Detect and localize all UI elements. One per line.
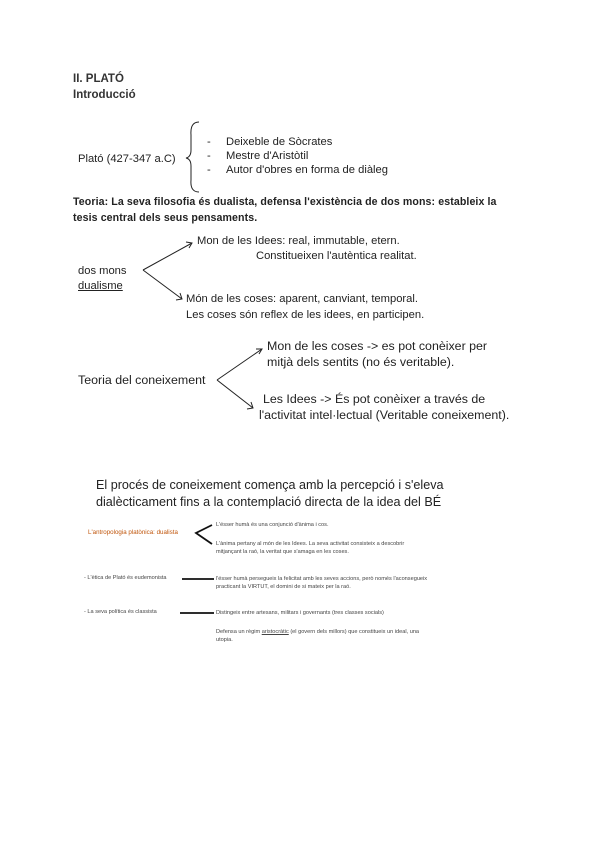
antropologia-item-1: L'ésser humà és una conjunció d'ànima i cos. [216, 522, 329, 528]
subtitle: Introducció [73, 89, 136, 101]
politica-label: - La seva política és classista [84, 609, 157, 615]
etica-label: - L'ètica de Plató és eudemonista [84, 575, 167, 581]
coneixement-label: Teoria del coneixement [78, 373, 206, 387]
antropologia-arrow [196, 525, 212, 544]
coses-line-1: Món de les coses: aparent, canviant, temporal. [186, 293, 418, 305]
ideas-line-1: Mon de les Idees: real, immutable, etern. [197, 235, 400, 247]
plato-item-2: Mestre d'Aristòtil [226, 150, 309, 162]
plato-bullet-2: - [207, 150, 211, 162]
politica-line-3: utopia. [216, 637, 233, 643]
coneixement-coses-line-2: mitjà dels sentits (no és veritable). [267, 355, 455, 369]
dos-mons-arrow-down [143, 270, 182, 299]
proces-line-1: El procés de coneixement comença amb la percepció i s'eleva [96, 478, 444, 492]
coneixement-idees-line-1: Les Idees -> És pot conèixer a través de [263, 392, 486, 406]
etica-line-1: l'ésser humà persegueix la felicitat amb les seves accions, però només l'aconsegueix [216, 576, 428, 582]
plato-item-3: Autor d'obres en forma de diàleg [226, 164, 388, 176]
politica-line-2-post: (el govern dels millors) que constitueix un ideal, una [288, 629, 420, 635]
plato-bullet-3: - [207, 164, 211, 176]
politica-line-2 [216, 628, 419, 636]
plato-brace [186, 122, 199, 192]
section-title: II. PLATÓ [73, 73, 124, 85]
politica-line-1: Distingeix entre artesans, militars i governants (tres classes socials) [216, 610, 384, 616]
dos-mons-label: dos mons [78, 265, 127, 277]
coneixement-idees-line-2: l'activitat intel·lectual (Veritable coneixement). [259, 408, 510, 422]
politica-keyword: aristocràtic [261, 629, 289, 635]
dualisme-label: dualisme [78, 280, 123, 292]
antropologia-item-2-line-1: L'ànima pertany al món de les Idees. La seva activitat consisteix a descobrir [216, 541, 405, 547]
politica-line-2-pre: Defensa un règim [216, 629, 262, 635]
teoria-line-1: Teoria: La seva filosofia és dualista, defensa l'existència de dos mons: estableix la [73, 196, 497, 208]
coneixement-arrow-up [217, 349, 262, 380]
etica-line-2: practicant la VIRTUT, el domini de si mateix per la raó. [216, 584, 351, 590]
plato-bullet-1: - [207, 136, 211, 148]
antropologia-label: L'antropologia platònica: dualista [88, 529, 178, 536]
antropologia-item-2-line-2: mitjançant la raó, la veritat que s'amaga en les coses. [216, 549, 349, 555]
ideas-line-2: Constitueixen l'autèntica realitat. [256, 250, 417, 262]
coneixement-coses-line-1: Mon de les coses -> es pot conèixer per [267, 339, 488, 353]
plato-label: Plató (427-347 a.C) [78, 153, 176, 165]
proces-line-2: dialècticament fins a la contemplació directa de la idea del BÉ [96, 495, 442, 509]
coses-line-2: Les coses són reflex de les idees, en participen. [186, 309, 425, 321]
plato-item-1: Deixeble de Sòcrates [226, 136, 333, 148]
dos-mons-arrow-up [143, 243, 192, 270]
teoria-line-2: tesis central dels seus pensaments. [73, 212, 258, 224]
coneixement-arrow-down [217, 380, 253, 408]
